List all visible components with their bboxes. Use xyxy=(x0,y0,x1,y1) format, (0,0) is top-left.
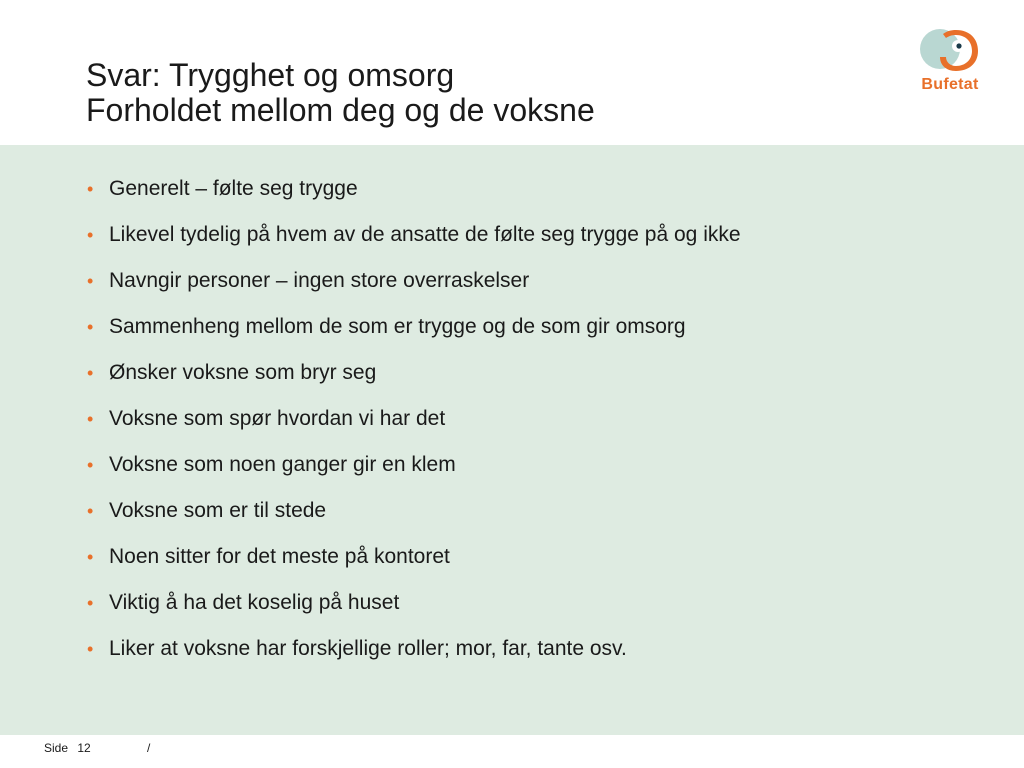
bullet-marker: • xyxy=(87,547,94,567)
logo-text: Bufetat xyxy=(921,76,979,93)
bufetat-logo-icon xyxy=(916,24,982,74)
bullet-marker: • xyxy=(87,501,94,521)
bullet-list xyxy=(87,170,741,676)
bullet-text: Viktig å ha det koselig på huset xyxy=(109,591,400,614)
title-line-2: Forholdet mellom deg og de voksne xyxy=(86,92,595,128)
bullet-marker: • xyxy=(87,271,94,291)
list-item xyxy=(87,538,741,584)
title-line-1: Svar: Trygghet og omsorg xyxy=(86,57,455,93)
list-item xyxy=(87,216,741,262)
list-item xyxy=(87,492,741,538)
bufetat-logo xyxy=(910,24,990,100)
bullet-marker: • xyxy=(87,639,94,659)
bullet-text: Likevel tydelig på hvem av de ansatte de følte seg trygge på og ikke xyxy=(109,223,741,246)
list-item xyxy=(87,308,741,354)
slide-footer xyxy=(44,741,97,755)
bullet-marker: • xyxy=(87,317,94,337)
bullet-marker: • xyxy=(87,455,94,475)
list-item xyxy=(87,400,741,446)
footer-separator: / xyxy=(147,741,151,755)
list-item xyxy=(87,446,741,492)
list-item xyxy=(87,630,741,676)
bullet-marker: • xyxy=(87,593,94,613)
bullet-marker: • xyxy=(87,409,94,429)
slide-title xyxy=(86,58,886,128)
list-item xyxy=(87,170,741,216)
page-number: 12 xyxy=(77,741,91,755)
bullet-text: Noen sitter for det meste på kontoret xyxy=(109,545,450,568)
list-item xyxy=(87,354,741,400)
bullet-text: Navngir personer – ingen store overraskelser xyxy=(109,269,530,292)
bullet-marker: • xyxy=(87,179,94,199)
bullet-text: Voksne som er til stede xyxy=(109,499,327,522)
bullet-text: Voksne som noen ganger gir en klem xyxy=(109,453,456,476)
bullet-marker: • xyxy=(87,225,94,245)
footer-label: Side xyxy=(44,741,69,755)
bullet-text: Generelt – følte seg trygge xyxy=(109,177,358,200)
bullet-text: Liker at voksne har forskjellige roller; mor, far, tante osv. xyxy=(109,637,627,660)
bullet-text: Sammenheng mellom de som er trygge og de som gir omsorg xyxy=(109,315,686,338)
bullet-text: Voksne som spør hvordan vi har det xyxy=(109,407,446,430)
list-item xyxy=(87,262,741,308)
bullet-text: Ønsker voksne som bryr seg xyxy=(109,361,377,384)
bullet-marker: • xyxy=(87,363,94,383)
list-item xyxy=(87,584,741,630)
